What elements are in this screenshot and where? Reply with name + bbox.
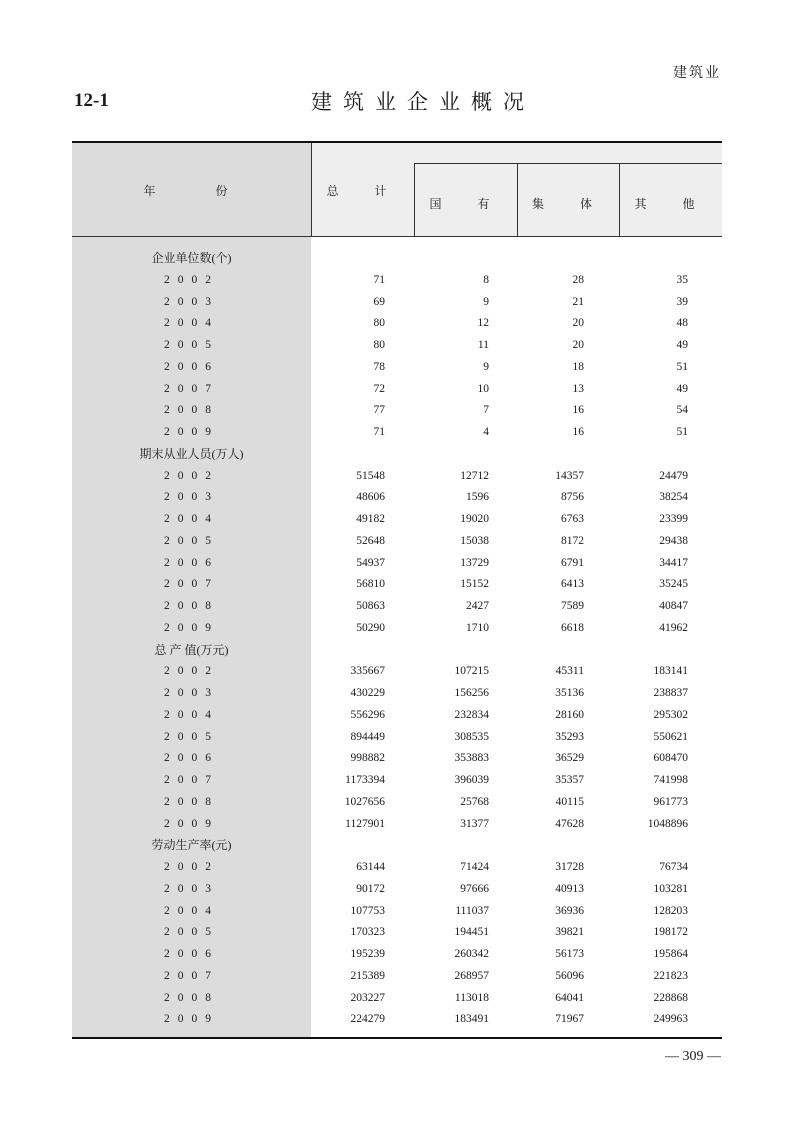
total-cell: 71 (373, 273, 385, 286)
state-cell: 7 (483, 404, 489, 417)
table-row (72, 901, 722, 921)
collective-cell: 7589 (561, 600, 584, 612)
state-cell: 113018 (454, 991, 489, 1004)
table-row (72, 683, 722, 703)
other-cell: 249963 (653, 1013, 688, 1026)
collective-cell: 64041 (555, 991, 584, 1004)
other-cell: 1048896 (647, 817, 688, 830)
total-cell: 78 (373, 360, 385, 373)
total-cell: 203227 (350, 991, 385, 1004)
category-label: 总 产 值(万元) (154, 642, 229, 657)
table-row (72, 270, 722, 290)
column-header-year: 年 份 (143, 184, 240, 198)
state-cell: 194451 (454, 926, 489, 939)
table-row (72, 553, 722, 573)
year-cell: 2005 (164, 730, 219, 743)
total-cell: 49182 (356, 513, 385, 525)
category-row (72, 640, 722, 660)
state-cell: 8 (483, 273, 489, 286)
total-cell: 50863 (356, 600, 385, 612)
table-row (72, 466, 722, 486)
total-cell: 170323 (350, 926, 385, 939)
table-row (72, 335, 722, 355)
collective-cell: 35357 (555, 774, 584, 786)
other-cell: 51 (676, 360, 688, 373)
other-cell: 221823 (653, 969, 688, 982)
table-row (72, 357, 722, 377)
collective-cell: 36529 (555, 752, 584, 765)
other-cell: 49 (676, 382, 688, 395)
collective-cell: 18 (572, 360, 584, 373)
table-row (72, 487, 722, 507)
table-row (72, 400, 722, 420)
other-cell: 23399 (659, 513, 688, 525)
collective-cell: 35136 (555, 687, 584, 699)
collective-cell: 20 (572, 339, 584, 351)
state-cell: 268957 (454, 969, 489, 982)
collective-cell: 6791 (561, 556, 584, 569)
total-cell: 48606 (356, 491, 385, 504)
other-cell: 35 (676, 273, 688, 286)
state-cell: 19020 (460, 513, 489, 525)
total-cell: 1127901 (345, 817, 385, 830)
state-cell: 10 (477, 382, 489, 395)
total-cell: 556296 (350, 708, 385, 721)
year-cell: 2008 (164, 795, 219, 808)
state-cell: 156256 (454, 687, 489, 699)
table-row (72, 596, 722, 616)
table-row (72, 574, 722, 594)
column-header-total: 总 计 (326, 184, 399, 198)
year-cell: 2009 (164, 426, 219, 438)
collective-cell: 35293 (555, 730, 584, 743)
state-cell: 308535 (454, 730, 489, 743)
collective-cell: 31728 (555, 861, 584, 873)
state-cell: 25768 (460, 795, 489, 808)
total-cell: 51548 (356, 469, 385, 482)
other-cell: 741998 (653, 774, 688, 786)
total-cell: 50290 (356, 621, 385, 634)
header-subrule (414, 163, 722, 164)
year-cell: 2006 (164, 752, 219, 765)
other-cell: 76734 (659, 861, 688, 873)
collective-cell: 40913 (555, 882, 584, 895)
total-cell: 894449 (350, 730, 385, 743)
year-cell: 2008 (164, 991, 219, 1004)
table-row (72, 770, 722, 790)
state-cell: 353883 (454, 752, 489, 765)
other-cell: 961773 (653, 795, 688, 808)
total-cell: 430229 (350, 687, 385, 699)
other-cell: 183141 (653, 665, 688, 678)
other-cell: 49 (676, 339, 688, 351)
year-cell: 2006 (164, 948, 219, 960)
other-cell: 608470 (653, 752, 688, 765)
total-cell: 90172 (356, 882, 385, 895)
collective-cell: 16 (572, 404, 584, 417)
year-cell: 2002 (164, 861, 219, 873)
collective-cell: 8756 (561, 491, 584, 504)
collective-cell: 6413 (561, 578, 584, 591)
total-cell: 1173394 (345, 774, 385, 786)
year-cell: 2002 (164, 273, 219, 286)
state-cell: 9 (483, 295, 489, 308)
table-row (72, 792, 722, 812)
table-number: 12-1 (74, 90, 109, 111)
category-label: 期末从业人员(万人) (139, 446, 244, 461)
table-row (72, 944, 722, 964)
table-row (72, 879, 722, 899)
year-cell: 2004 (164, 904, 219, 917)
table-row (72, 1009, 722, 1029)
year-cell: 2009 (164, 1013, 219, 1026)
total-cell: 1027656 (344, 795, 385, 808)
collective-cell: 6618 (561, 621, 584, 634)
other-cell: 38254 (659, 491, 688, 504)
state-cell: 12712 (460, 469, 489, 482)
total-cell: 107753 (350, 904, 385, 917)
table-row (72, 727, 722, 747)
collective-cell: 36936 (555, 904, 584, 917)
year-cell: 2004 (164, 317, 219, 330)
collective-cell: 56173 (555, 948, 584, 960)
state-cell: 260342 (454, 948, 489, 960)
category-label: 劳动生产率(元) (151, 838, 232, 853)
other-cell: 48 (676, 317, 688, 330)
collective-cell: 39821 (555, 926, 584, 939)
other-cell: 128203 (653, 904, 688, 917)
state-cell: 11 (477, 339, 489, 351)
category-row (72, 835, 722, 855)
year-cell: 2007 (164, 382, 219, 395)
total-cell: 72 (373, 382, 385, 395)
table-row (72, 857, 722, 877)
table-row (72, 509, 722, 529)
column-header-collective: 集 体 (531, 197, 604, 211)
table-row (72, 422, 722, 442)
table-row (72, 618, 722, 638)
table-row (72, 814, 722, 834)
year-cell: 2003 (164, 687, 219, 699)
table-bottom-rule (72, 1037, 722, 1039)
state-cell: 31377 (460, 817, 489, 830)
collective-cell: 14357 (555, 469, 584, 482)
other-cell: 54 (676, 404, 688, 417)
total-cell: 195239 (350, 948, 385, 960)
state-cell: 232834 (454, 708, 489, 721)
collective-cell: 13 (572, 382, 584, 395)
year-cell: 2005 (164, 339, 219, 351)
collective-cell: 71967 (555, 1013, 584, 1026)
table-row (72, 531, 722, 551)
state-cell: 183491 (454, 1013, 489, 1026)
state-cell: 12 (477, 317, 489, 330)
total-cell: 224279 (350, 1013, 385, 1026)
year-cell: 2008 (164, 404, 219, 417)
year-cell: 2004 (164, 708, 219, 721)
year-cell: 2007 (164, 969, 219, 982)
collective-cell: 21 (572, 295, 584, 308)
table-row (72, 966, 722, 986)
year-cell: 2009 (164, 621, 219, 634)
year-cell: 2002 (164, 469, 219, 482)
state-cell: 71424 (460, 861, 489, 873)
year-cell: 2008 (164, 600, 219, 612)
category-row (72, 444, 722, 464)
year-cell: 2007 (164, 774, 219, 786)
collective-cell: 20 (572, 317, 584, 330)
header-bottom-rule (72, 236, 722, 237)
total-cell: 80 (373, 339, 385, 351)
other-cell: 103281 (653, 882, 688, 895)
other-cell: 41962 (659, 621, 688, 634)
year-cell: 2003 (164, 295, 219, 308)
total-cell: 52648 (356, 534, 385, 547)
other-cell: 40847 (659, 600, 688, 612)
collective-cell: 56096 (555, 969, 584, 982)
state-cell: 13729 (460, 556, 489, 569)
total-cell: 335667 (350, 665, 385, 678)
other-cell: 35245 (659, 578, 688, 591)
column-header-state: 国 有 (429, 197, 502, 211)
table-row (72, 705, 722, 725)
state-cell: 111037 (455, 904, 489, 917)
total-cell: 54937 (356, 556, 385, 569)
total-cell: 80 (373, 317, 385, 330)
state-cell: 396039 (454, 774, 489, 786)
other-cell: 39 (676, 295, 688, 308)
collective-cell: 28 (572, 273, 584, 286)
year-cell: 2003 (164, 491, 219, 504)
table-row (72, 922, 722, 942)
collective-cell: 16 (572, 426, 584, 438)
state-cell: 1710 (466, 621, 489, 634)
total-cell: 215389 (350, 969, 385, 982)
category-row (72, 248, 722, 268)
state-cell: 9 (483, 360, 489, 373)
other-cell: 29438 (659, 534, 688, 547)
section-tag: 建筑业 (673, 66, 721, 81)
other-cell: 228868 (653, 991, 688, 1004)
year-cell: 2005 (164, 534, 219, 547)
table-row (72, 379, 722, 399)
total-cell: 998882 (350, 752, 385, 765)
state-cell: 15038 (460, 534, 489, 547)
state-cell: 15152 (460, 578, 489, 591)
collective-cell: 6763 (561, 513, 584, 525)
state-cell: 4 (483, 426, 489, 438)
other-cell: 195864 (653, 948, 688, 960)
collective-cell: 47628 (555, 817, 584, 830)
table-title: 建筑业企业概况 (311, 90, 535, 114)
year-cell: 2003 (164, 882, 219, 895)
year-cell: 2005 (164, 926, 219, 939)
page-number: — 309 — (665, 1049, 721, 1064)
table-row (72, 292, 722, 312)
year-cell: 2004 (164, 513, 219, 525)
other-cell: 295302 (653, 708, 688, 721)
total-cell: 56810 (356, 578, 385, 591)
other-cell: 550621 (653, 730, 688, 743)
state-cell: 107215 (454, 665, 489, 678)
other-cell: 198172 (653, 926, 688, 939)
total-cell: 77 (373, 404, 385, 417)
category-label: 企业单位数(个) (151, 251, 232, 265)
year-cell: 2006 (164, 360, 219, 373)
table-row (72, 313, 722, 333)
other-cell: 34417 (659, 556, 688, 569)
collective-cell: 8172 (561, 534, 584, 547)
state-cell: 1596 (466, 491, 489, 504)
total-cell: 63144 (356, 861, 385, 873)
other-cell: 238837 (653, 687, 688, 699)
table-row (72, 748, 722, 768)
table-row (72, 661, 722, 681)
year-cell: 2007 (164, 578, 219, 591)
column-header-other: 其 他 (634, 197, 707, 211)
other-cell: 51 (676, 426, 688, 438)
state-cell: 2427 (466, 600, 489, 612)
table-row (72, 988, 722, 1008)
collective-cell: 28160 (555, 708, 584, 721)
year-cell: 2006 (164, 556, 219, 569)
total-cell: 69 (373, 295, 385, 308)
collective-cell: 45311 (555, 665, 584, 678)
collective-cell: 40115 (555, 795, 584, 808)
other-cell: 24479 (659, 469, 688, 482)
year-cell: 2009 (164, 817, 219, 830)
year-cell: 2002 (164, 665, 219, 678)
state-cell: 97666 (460, 882, 489, 895)
total-cell: 71 (373, 426, 385, 438)
